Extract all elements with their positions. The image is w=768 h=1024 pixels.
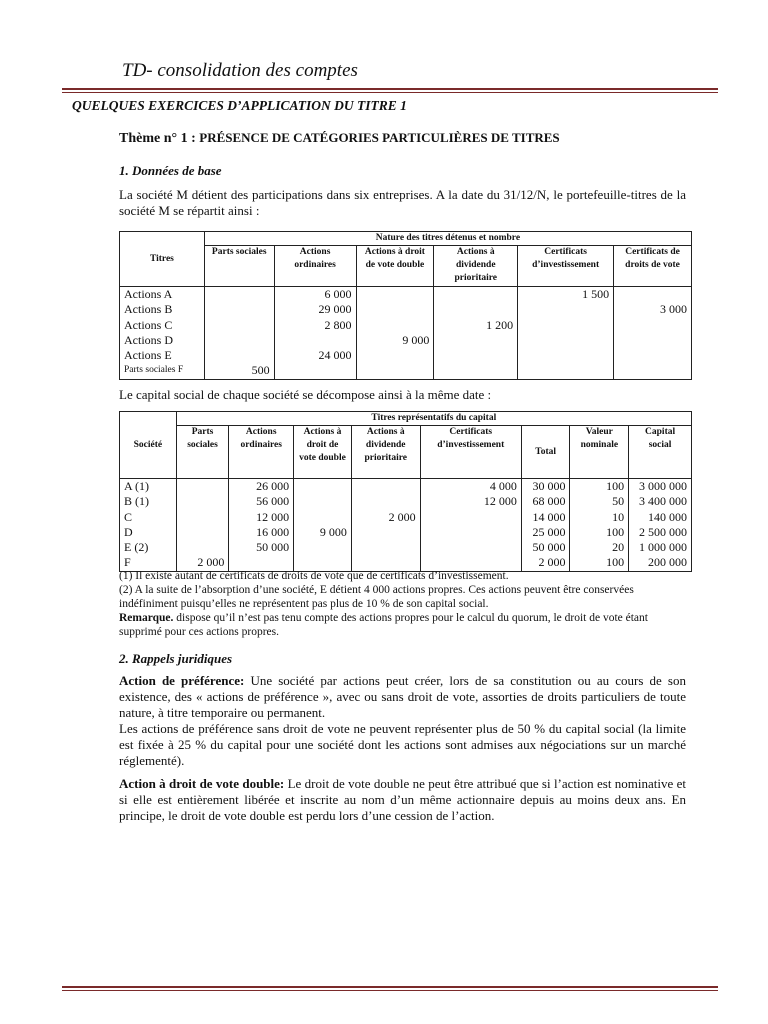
col-header: Actions à droit de vote double xyxy=(294,426,352,479)
remarque-label: Remarque. xyxy=(119,612,174,624)
table-cell xyxy=(294,555,352,571)
footer-rule xyxy=(62,986,718,988)
table-cell: 1 500 xyxy=(518,287,614,303)
table-cell xyxy=(434,333,518,348)
table-cell xyxy=(294,510,352,525)
table-row xyxy=(120,479,692,495)
col-header: Actions à droit de vote double xyxy=(356,246,434,287)
remarque xyxy=(119,612,686,640)
table-cell: 2 800 xyxy=(274,318,356,333)
table-row xyxy=(120,540,692,555)
table-cell: 30 000 xyxy=(521,479,570,495)
theme-title: PRÉSENCE DE CATÉGORIES PARTICULIÈRES DE TITRES xyxy=(199,130,560,145)
table-cell: 24 000 xyxy=(274,348,356,363)
table-cell: 100 xyxy=(570,479,629,495)
table-cell: 6 000 xyxy=(274,287,356,303)
double-vote-paragraph xyxy=(119,776,686,824)
table-cell: 12 000 xyxy=(229,510,294,525)
table-cell: 12 000 xyxy=(420,494,521,509)
table-cell xyxy=(518,333,614,348)
col-header: Parts sociales xyxy=(204,246,274,287)
part2-heading: 2. Rappels juridiques xyxy=(119,651,233,666)
table-cell xyxy=(204,333,274,348)
table-cell xyxy=(434,287,518,303)
table-cell: 14 000 xyxy=(521,510,570,525)
table-cell: 1 200 xyxy=(434,318,518,333)
table-cell xyxy=(176,494,229,509)
table-row xyxy=(120,318,692,333)
part1-heading: 1. Données de base xyxy=(119,163,222,178)
table-cell: 68 000 xyxy=(521,494,570,509)
col-header: Parts sociales xyxy=(176,426,229,479)
col-header: Actions ordinaires xyxy=(229,426,294,479)
col-titres: Titres xyxy=(120,232,205,287)
footer-rule-thin xyxy=(62,990,718,991)
row-label: Actions D xyxy=(120,333,205,348)
preference-label: Action de préférence: xyxy=(119,673,245,688)
table-cell xyxy=(356,348,434,363)
table-cell: 4 000 xyxy=(420,479,521,495)
table-cell xyxy=(434,363,518,379)
portfolio-table xyxy=(119,231,692,380)
table-cell: 1 000 000 xyxy=(629,540,692,555)
table-cell: 200 000 xyxy=(629,555,692,571)
table-cell xyxy=(351,555,420,571)
table-cell xyxy=(420,540,521,555)
row-label: Parts sociales F xyxy=(120,363,205,379)
table-cell xyxy=(176,510,229,525)
table-cell xyxy=(434,302,518,317)
table-cell: 20 xyxy=(570,540,629,555)
table-cell xyxy=(420,555,521,571)
row-label: B (1) xyxy=(120,494,177,509)
double-vote-label: Action à droit de vote double: xyxy=(119,776,285,791)
table-row xyxy=(120,363,692,379)
table-cell: 50 xyxy=(570,494,629,509)
table-cell xyxy=(294,540,352,555)
table-cell xyxy=(351,494,420,509)
double-vote-text: Le droit de vote double ne peut être attribué que si l’action est nominative et si elle est entièrement libérée et inscrite au nom d’un même actionnaire depuis au moins deux ans. En principe, le droit de vote double est perdu lors d’une cession de l’action. xyxy=(119,776,686,823)
capital-intro: Le capital social de chaque société se décompose ainsi à la même date : xyxy=(119,387,492,402)
table-cell xyxy=(176,525,229,540)
col-header: Total xyxy=(521,426,570,479)
theme-heading xyxy=(119,130,560,147)
document-header-title: TD- consolidation des comptes xyxy=(122,60,358,81)
row-label: D xyxy=(120,525,177,540)
table-cell: 9 000 xyxy=(294,525,352,540)
table-cell: 29 000 xyxy=(274,302,356,317)
table-cell xyxy=(294,494,352,509)
table-cell: 56 000 xyxy=(229,494,294,509)
table-row xyxy=(120,348,692,363)
col-header: Actions à dividende prioritaire xyxy=(434,246,518,287)
capital-table xyxy=(119,411,692,572)
table-cell xyxy=(294,479,352,495)
preference-text: Une société par actions peut créer, lors de sa constitution ou au cours de son existence, des « actions de préférence », avec ou sans droit de vote, assorties de droits particuliers de toute nature, à titre temporaire ou permanent. xyxy=(119,673,686,720)
table-cell: 140 000 xyxy=(629,510,692,525)
note-2: (2) A la suite de l’absorption d’une société, E détient 4 000 actions propres. Ces actions peuvent être conservées indéfiniment puisqu’elles ne représentent pas plus de 10 % de son capital social. xyxy=(119,584,634,610)
table-cell xyxy=(434,348,518,363)
row-label: C xyxy=(120,510,177,525)
group-header: Nature des titres détenus et nombre xyxy=(204,232,691,246)
table-cell xyxy=(274,363,356,379)
col-header: Actions ordinaires xyxy=(274,246,356,287)
group-header: Titres représentatifs du capital xyxy=(176,412,691,426)
table-cell xyxy=(176,479,229,495)
col-header: Valeur nominale xyxy=(570,426,629,479)
table-cell xyxy=(356,302,434,317)
table-cell xyxy=(351,525,420,540)
table-row xyxy=(120,287,692,303)
preference-paragraph xyxy=(119,673,686,769)
col-header: Capital social xyxy=(629,426,692,479)
table-cell: 2 500 000 xyxy=(629,525,692,540)
table-cell xyxy=(204,302,274,317)
table-cell: 50 000 xyxy=(521,540,570,555)
table-cell: 3 400 000 xyxy=(629,494,692,509)
table-cell xyxy=(518,302,614,317)
header-rule xyxy=(62,88,718,90)
table-cell: 25 000 xyxy=(521,525,570,540)
table-cell xyxy=(614,348,692,363)
table-cell xyxy=(204,318,274,333)
table-row xyxy=(120,333,692,348)
row-label: E (2) xyxy=(120,540,177,555)
table-cell xyxy=(614,363,692,379)
section-title: QUELQUES EXERCICES D’APPLICATION DU TITRE 1 xyxy=(72,98,407,113)
col-header: Actions à dividende prioritaire xyxy=(351,426,420,479)
table-cell: 500 xyxy=(204,363,274,379)
remarque-text: dispose qu’il n’est pas tenu compte des actions propres pour le calcul du quorum, le droit de vote étant supprimé pour ces actions propres. xyxy=(119,612,648,638)
table-cell xyxy=(229,555,294,571)
table-cell xyxy=(614,287,692,303)
table-row xyxy=(120,510,692,525)
table-cell: 100 xyxy=(570,555,629,571)
row-label: Actions E xyxy=(120,348,205,363)
header-rule-thin xyxy=(62,92,718,93)
col-header: Certificats de droits de vote xyxy=(614,246,692,287)
table-cell: 100 xyxy=(570,525,629,540)
col-header: Certificats d’investissement xyxy=(420,426,521,479)
table-cell xyxy=(518,363,614,379)
table-cell xyxy=(356,287,434,303)
table-cell: 2 000 xyxy=(351,510,420,525)
table-row xyxy=(120,525,692,540)
row-label: Actions C xyxy=(120,318,205,333)
table-cell: 2 000 xyxy=(521,555,570,571)
table-cell xyxy=(420,510,521,525)
table-cell: 10 xyxy=(570,510,629,525)
row-label: A (1) xyxy=(120,479,177,495)
table-cell: 3 000 000 xyxy=(629,479,692,495)
table-row xyxy=(120,555,692,571)
row-label: F xyxy=(120,555,177,571)
table-cell: 9 000 xyxy=(356,333,434,348)
table-cell xyxy=(351,479,420,495)
table-cell xyxy=(176,540,229,555)
table-cell xyxy=(614,333,692,348)
table-cell xyxy=(356,318,434,333)
table-row xyxy=(120,302,692,317)
preference-text-2: Les actions de préférence sans droit de vote ne peuvent représenter plus de 50 % du capital social (la limite est fixée à 25 % du capital pour une société dont les actions sont admises aux négociations sur un marché réglementé). xyxy=(119,721,686,768)
table-cell xyxy=(351,540,420,555)
table-row xyxy=(120,494,692,509)
table-cell: 50 000 xyxy=(229,540,294,555)
part1-intro: La société M détient des participations dans six entreprises. A la date du 31/12/N, le portefeuille-titres de la société M se répartit ainsi : xyxy=(119,187,686,218)
row-label: Actions A xyxy=(120,287,205,303)
theme-prefix: Thème n° 1 : xyxy=(119,131,200,146)
col-header: Certificats d’investissement xyxy=(518,246,614,287)
col-societe: Société xyxy=(120,412,177,479)
table-cell xyxy=(518,348,614,363)
table-cell: 16 000 xyxy=(229,525,294,540)
table-cell: 2 000 xyxy=(176,555,229,571)
table-cell xyxy=(614,318,692,333)
table-cell xyxy=(356,363,434,379)
table-cell: 26 000 xyxy=(229,479,294,495)
table-cell xyxy=(204,348,274,363)
table-cell xyxy=(420,525,521,540)
table-cell xyxy=(274,333,356,348)
table-cell: 3 000 xyxy=(614,302,692,317)
table-cell xyxy=(204,287,274,303)
note-1: (1) Il existe autant de certificats de droits de vote que de certificats d’investissement. xyxy=(119,570,509,582)
row-label: Actions B xyxy=(120,302,205,317)
table-cell xyxy=(518,318,614,333)
